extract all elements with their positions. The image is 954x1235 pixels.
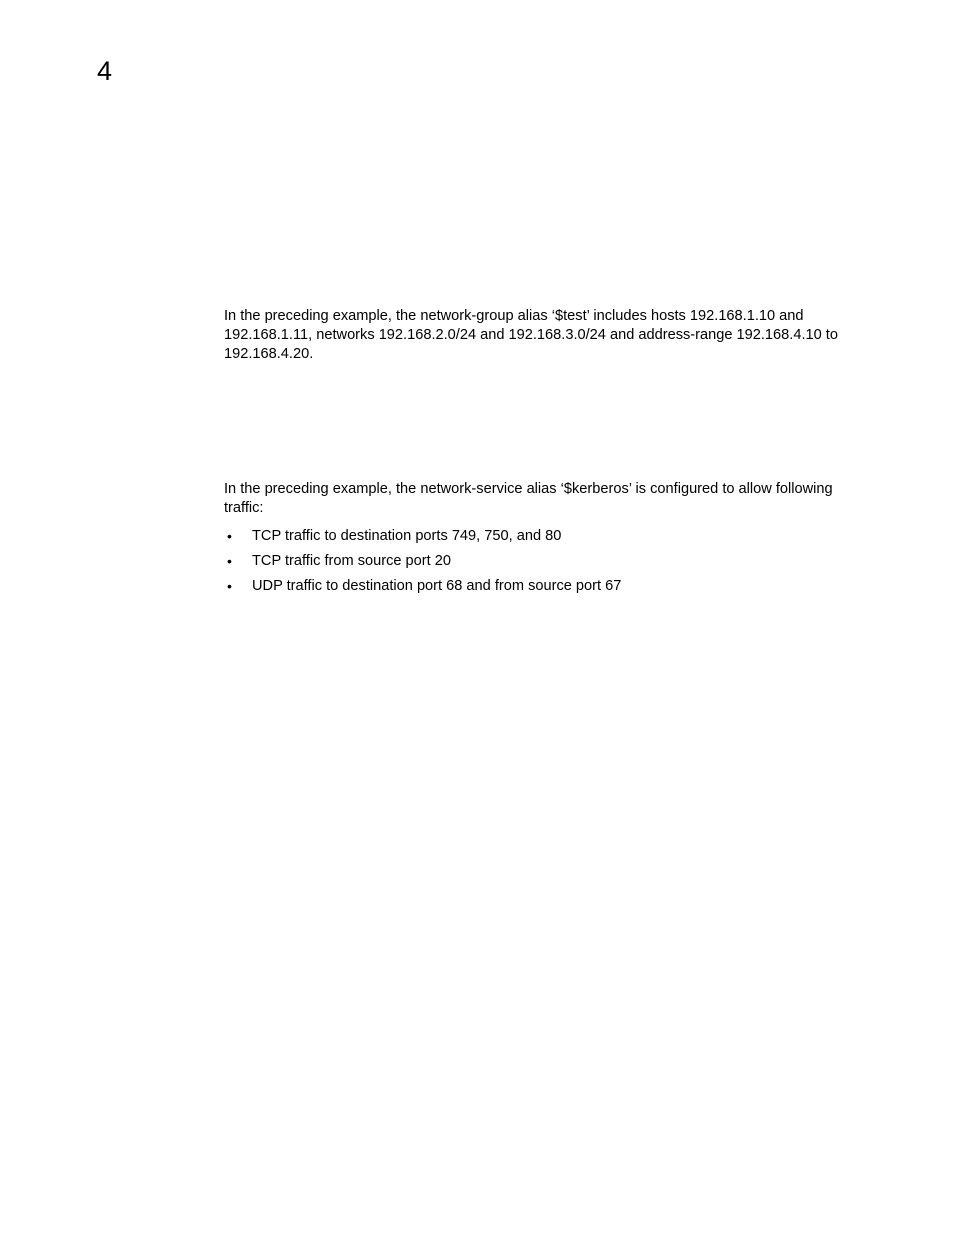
network-service-alias-paragraph: In the preceding example, the network-service alias ‘$kerberos’ is configured to allow following traffic: — [224, 481, 833, 516]
list-item — [224, 552, 864, 571]
chapter-number: 4 — [97, 56, 113, 86]
list-item-text: UDP traffic to destination port 68 and from source port 67 — [252, 578, 622, 594]
list-item-text: TCP traffic to destination ports 749, 750, and 80 — [252, 528, 562, 544]
bullet-icon: • — [227, 578, 232, 594]
traffic-bullet-list — [224, 527, 864, 602]
bullet-icon: • — [227, 553, 232, 569]
network-group-alias-paragraph: In the preceding example, the network-group alias ‘$test’ includes hosts 192.168.1.10 and 192.168.1.11, networks 192.168.2.0/24 and 192.168.3.0/24 and address-range 192.168.4.10 to 192.168.4.20. — [224, 308, 838, 362]
list-item-text: TCP traffic from source port 20 — [252, 553, 451, 569]
list-item — [224, 527, 864, 546]
list-item — [224, 577, 864, 596]
bullet-icon: • — [227, 528, 232, 544]
